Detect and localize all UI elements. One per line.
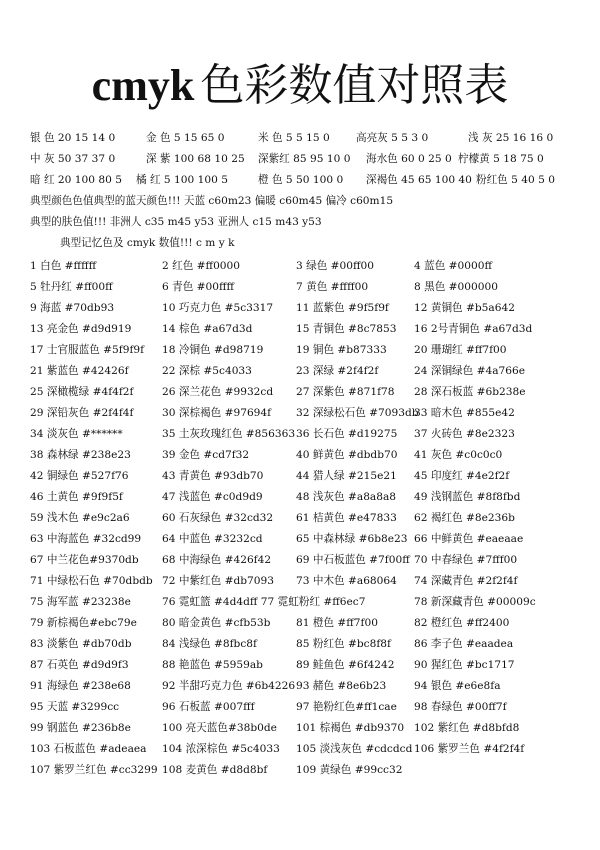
color-entry: 108 麦黄色 #d8d8bf	[162, 764, 268, 776]
page-title-en: cmyk	[91, 61, 195, 110]
color-entry: 37 火砖色 #8e2323	[414, 428, 515, 440]
color-entry: 39 金色 #cd7f32	[162, 449, 250, 461]
color-entry: 8 黑色 #000000	[414, 281, 498, 293]
color-entry: 88 艳蓝色 #5959ab	[162, 659, 263, 671]
color-entry: 28 深石板蓝 #6b238e	[414, 386, 526, 398]
color-entry: 66 中鲜黄色 #eaeaae	[414, 533, 524, 545]
page-title-zh: 色彩数值对照表	[200, 60, 509, 111]
color-entry: 91 海绿色 #238e68	[30, 680, 131, 692]
color-entry: 6 青色 #00ffff	[162, 281, 235, 293]
color-entry: 84 浅绿色 #8fbc8f	[162, 638, 257, 650]
cmyk-cell: 高亮灰 5 5 3 0	[356, 132, 429, 144]
color-entry: 12 黄铜色 #b5a642	[414, 302, 515, 314]
color-entry: 15 青铜色 #8c7853	[296, 323, 397, 335]
color-entry: 7 黄色 #ffff00	[296, 281, 369, 293]
color-entry: 62 褐红色 #8e236b	[414, 512, 515, 524]
cmyk-cell: 橙 色 5 50 100 0	[258, 174, 344, 186]
color-entry: 41 灰色 #c0c0c0	[414, 449, 503, 461]
color-entry: 17 士官服蓝色 #5f9f9f	[30, 344, 145, 356]
color-entry: 98 春绿色 #00ff7f	[414, 701, 507, 713]
color-entry: 29 深铅灰色 #2f4f4f	[30, 407, 134, 419]
color-entry: 5 牡丹红 #ff00ff	[30, 281, 113, 293]
cmyk-values-block	[30, 128, 590, 254]
color-entry: 86 李子色 #eaadea	[414, 638, 514, 650]
color-table-row	[30, 571, 595, 592]
color-entry: 68 中海绿色 #426f42	[162, 554, 272, 566]
color-entry: 32 深绿松石色 #7093db	[296, 407, 419, 419]
color-entry: 45 印度红 #4e2f2f	[414, 470, 510, 482]
cmyk-cell: 深 紫 100 68 10 25	[146, 153, 245, 165]
color-entry: 9 海蓝 #70db93	[30, 302, 115, 314]
color-entry: 2 红色 #ff0000	[162, 260, 241, 272]
color-entry: 97 艳粉红色#ff1cae	[296, 701, 397, 713]
color-entry: 83 淡紫色 #db70db	[30, 638, 132, 650]
sky-blue-note: 典型颜色色值典型的蓝天颜色!!! 天蓝 c60m23 偏暖 c60m45 偏冷 c60m15	[30, 195, 394, 207]
color-entry: 49 浅钢蓝色 #8f8fbd	[414, 491, 521, 503]
color-entry: 26 深兰花色 #9932cd	[162, 386, 274, 398]
color-entry: 43 青黄色 #93db70	[162, 470, 264, 482]
color-entry: 36 长石色 #d19275	[296, 428, 398, 440]
color-table-row	[30, 634, 595, 655]
color-table-row	[30, 760, 595, 781]
cmyk-row	[30, 128, 590, 149]
color-entry: 75 海军蓝 #23238e	[30, 596, 131, 608]
color-entry: 76 霓虹篮 #4d4dff 77 霓虹粉红 #ff6ec7	[162, 596, 366, 608]
color-table-row	[30, 340, 595, 361]
color-entry: 60 石灰绿色 #32cd32	[162, 512, 274, 524]
color-table-row	[30, 277, 595, 298]
color-entry: 104 浓深棕色 #5c4033	[162, 743, 280, 755]
cmyk-cell: 暗 红 20 100 80 5	[30, 174, 122, 186]
color-table-row	[30, 655, 595, 676]
cmyk-row	[30, 149, 590, 170]
color-entry: 89 鲑鱼色 #6f4242	[296, 659, 395, 671]
color-entry: 107 紫罗兰红色 #cc3299	[30, 764, 158, 776]
memory-color-heading: 典型记忆色及 cmyk 数值!!! c m y k	[60, 237, 235, 249]
color-entry: 30 深棕褐色 #97694f	[162, 407, 272, 419]
color-entry: 42 铜绿色 #527f76	[30, 470, 129, 482]
color-entry: 101 棕褐色 #db9370	[296, 722, 405, 734]
color-entry: 13 亮金色 #d9d919	[30, 323, 132, 335]
cmyk-cell: 浅 灰 25 16 16 0	[468, 132, 554, 144]
cmyk-cell: 粉红色 5 40 5 0	[476, 174, 555, 186]
color-entry: 61 桔黄色 #e47833	[296, 512, 397, 524]
cmyk-cell: 银 色 20 15 14 0	[30, 132, 116, 144]
color-entry: 80 暗金黄色 #cfb53b	[162, 617, 271, 629]
color-entry: 64 中蓝色 #3232cd	[162, 533, 263, 545]
color-entry: 16 2号青铜色 #a67d3d	[414, 323, 533, 335]
color-entry: 69 中石板蓝色 #7f00ff	[296, 554, 410, 566]
color-entry: 94 银色 #e6e8fa	[414, 680, 501, 692]
color-entry: 35 土灰玫瑰红色 #856363	[162, 428, 296, 440]
color-entry: 79 新棕褐色#ebc79e	[30, 617, 137, 629]
skin-tone-note: 典型的肤色值!!! 非洲人 c35 m45 y53 亚洲人 c15 m43 y53	[30, 216, 322, 228]
color-entry: 90 猩红色 #bc1717	[414, 659, 515, 671]
color-entry: 106 紫罗兰色 #4f2f4f	[414, 743, 525, 755]
cmyk-cell: 深紫红 85 95 10 0	[258, 153, 351, 165]
color-entry: 34 淡灰色 #******	[30, 428, 123, 440]
color-entry: 93 赭色 #8e6b23	[296, 680, 387, 692]
color-table-row	[30, 445, 595, 466]
color-entry: 46 土黄色 #9f9f5f	[30, 491, 123, 503]
color-entry: 23 深绿 #2f4f2f	[296, 365, 379, 377]
color-table-row	[30, 613, 595, 634]
color-entry: 27 深紫色 #871f78	[296, 386, 395, 398]
cmyk-cell: 米 色 5 5 15 0	[258, 132, 330, 144]
color-table-row	[30, 466, 595, 487]
color-entry: 70 中春绿色 #7fff00	[414, 554, 518, 566]
color-entry: 87 石英色 #d9d9f3	[30, 659, 129, 671]
color-entry: 14 棕色 #a67d3d	[162, 323, 253, 335]
color-entry: 81 橙色 #ff7f00	[296, 617, 378, 629]
color-table-row	[30, 739, 595, 760]
color-table-row	[30, 508, 595, 529]
color-table-row	[30, 592, 595, 613]
color-entry: 63 中海蓝色 #32cd99	[30, 533, 142, 545]
color-table-row	[30, 319, 595, 340]
color-entry: 4 蓝色 #0000ff	[414, 260, 493, 272]
color-entry: 73 中木色 #a68064	[296, 575, 397, 587]
color-table-row	[30, 298, 595, 319]
color-entry: 95 天蓝 #3299cc	[30, 701, 120, 713]
color-entry: 40 鲜黄色 #dbdb70	[296, 449, 398, 461]
cmyk-cell: 金 色 5 15 65 0	[146, 132, 225, 144]
color-entry: 48 浅灰色 #a8a8a8	[296, 491, 397, 503]
color-entry: 22 深棕 #5c4033	[162, 365, 252, 377]
color-table-row	[30, 718, 595, 739]
color-entry: 21 紫蓝色 #42426f	[30, 365, 129, 377]
cmyk-cell: 海水色 60 0 25 0	[366, 153, 452, 165]
color-table-row	[30, 403, 595, 424]
cmyk-cell: 中 灰 50 37 37 0	[30, 153, 116, 165]
color-entry: 102 紫红色 #d8bfd8	[414, 722, 520, 734]
cmyk-cell: 柠檬黄 5 18 75 0	[458, 153, 544, 165]
color-entry: 100 亮天蓝色#38b0de	[162, 722, 277, 734]
color-entry: 78 新深藏青色 #00009c	[414, 596, 536, 608]
color-table-row	[30, 382, 595, 403]
color-entry: 10 巧克力色 #5c3317	[162, 302, 274, 314]
cmyk-cell: 橘 红 5 100 100 5	[136, 174, 228, 186]
color-entry: 59 浅木色 #e9c2a6	[30, 512, 130, 524]
color-entry: 74 深藏青色 #2f2f4f	[414, 575, 518, 587]
color-table-row	[30, 550, 595, 571]
color-entry: 38 森林绿 #238e23	[30, 449, 131, 461]
color-entry: 24 深铜绿色 #4a766e	[414, 365, 526, 377]
color-entry: 92 半甜巧克力色 #6b4226	[162, 680, 296, 692]
color-table-row	[30, 697, 595, 718]
color-entry: 33 暗木色 #855e42	[414, 407, 515, 419]
color-entry: 99 钢蓝色 #236b8e	[30, 722, 131, 734]
color-entry: 1 白色 #ffffff	[30, 260, 97, 272]
color-entry: 105 淡浅灰色 #cdcdcd	[296, 743, 413, 755]
color-table-row	[30, 361, 595, 382]
color-entry: 82 橙红色 #ff2400	[414, 617, 510, 629]
color-entry: 18 冷铜色 #d98719	[162, 344, 264, 356]
color-entry: 47 浅蓝色 #c0d9d9	[162, 491, 263, 503]
color-table-row	[30, 676, 595, 697]
color-table	[30, 256, 595, 781]
page-title	[0, 58, 600, 114]
color-entry: 65 中森林绿 #6b8e23	[296, 533, 408, 545]
color-entry: 71 中绿松石色 #70dbdb	[30, 575, 153, 587]
color-entry: 85 粉红色 #bc8f8f	[296, 638, 391, 650]
color-table-row	[30, 424, 595, 445]
color-entry: 19 铜色 #b87333	[296, 344, 387, 356]
color-entry: 11 蓝紫色 #9f5f9f	[296, 302, 389, 314]
color-entry: 44 猎人绿 #215e21	[296, 470, 397, 482]
cmyk-cell: 深褐色 45 65 100 40	[366, 174, 472, 186]
color-entry: 103 石板蓝色 #adeaea	[30, 743, 147, 755]
color-table-row	[30, 256, 595, 277]
color-entry: 67 中兰花色#9370db	[30, 554, 139, 566]
color-entry: 72 中紫红色 #db7093	[162, 575, 274, 587]
cmyk-row	[30, 170, 590, 191]
color-entry: 20 珊瑚红 #ff7f00	[414, 344, 507, 356]
color-entry: 25 深橄榄绿 #4f4f2f	[30, 386, 134, 398]
color-table-row	[30, 529, 595, 550]
color-table-row	[30, 487, 595, 508]
color-entry: 3 绿色 #00ff00	[296, 260, 375, 272]
color-entry: 109 黄绿色 #99cc32	[296, 764, 403, 776]
color-entry: 96 石板蓝 #007fff	[162, 701, 255, 713]
